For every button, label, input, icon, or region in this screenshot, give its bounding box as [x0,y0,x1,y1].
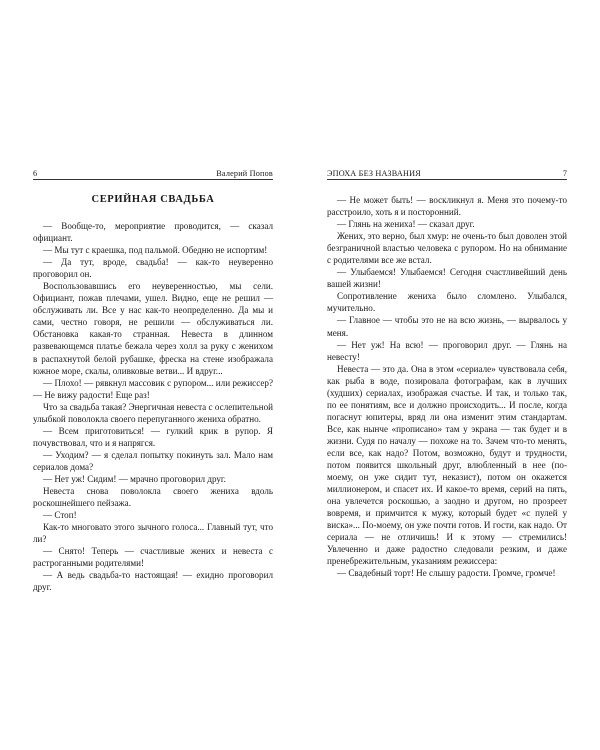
right-body-text [327,194,567,580]
paragraph: — Да тут, вроде, свадьба! — как-то неуверенно проговорил он. [33,257,273,280]
paragraph: — Нет уж! Сидим! — мрачно проговорил друг. [43,473,226,484]
left-page-number: 6 [33,169,38,178]
paragraph: — Плохо! — рявкнул массовик с рупором... или режиссер? — Не вижу радости! Еще раз! [33,377,273,400]
paragraph: — Глянь на жениха! — сказал друг. [337,219,475,230]
paragraph: — Стоп! [43,510,77,521]
paragraph: Сопротивление жениха было сломлено. Улыбался, мучительно. [327,291,567,314]
paragraph: Что за свадьба такая? Энергичная невеста с ослепительной улыбкой поволокла своего перепуганного жениха обратно. [33,401,273,424]
paragraph: — Снято! Теперь — счастливые жених и невеста с растроганными родителями! [33,546,273,569]
paragraph: Жених, это верно, был хмур: не очень-то был доволен этой безграничной властью человека с рупором. Но на обнимание с родителями все же встал. [327,231,567,266]
paragraph: Как-то многовато этого зычного голоса... Главный тут, что ли? [33,522,273,545]
paragraph: — А ведь свадьба-то настоящая! — ехидно проговорил друг. [33,570,273,593]
paragraph: Воспользовавшись его неуверенностью, мы сели. Официант, пожав плечами, ушел. Видно, еще не решил — обслуживать ли. Все у нас как-то неопределенно. Да мы и сами, честно говоря, не решили — обслуживаться ли. Обстановка какая-то странная. Невеста в длинном развевающемся платье бежала через холл за руку с женихом в распахнутой белой рубашке, фреска на стене изображала южное море, скалы, оливковые ветви... И вдруг... [33,281,273,376]
paragraph: — Мы тут с краешка, под пальмой. Обедню не испортим! [43,245,268,256]
right-running-head [327,168,567,180]
paragraph: — Улыбаемся! Улыбаемся! Сегодня счастливейший день вашей жизни! [327,267,567,290]
paragraph: — Вообще-то, мероприятие проводится, — сказал официант. [33,221,273,244]
left-body-text [33,220,273,593]
left-page [33,168,273,593]
paragraph: — Свадебный торт! Не слышу радости. Громче, громче! [337,568,556,579]
paragraph: — Не может быть! — воскликнул я. Меня это почему-то расстроило, хоть я и посторонний. [327,195,567,218]
chapter-title: СЕРИЙНАЯ СВАДЬБА [91,194,215,205]
left-running-title: Валерий Попов [216,169,273,178]
left-running-head [33,168,273,180]
paragraph: — Нет уж! На всю! — проговорил друг. — Глянь на невесту! [327,339,567,362]
right-page-number: 7 [562,169,567,178]
right-running-title: ЭПОХА БЕЗ НАЗВАНИЯ [327,169,421,178]
paragraph: Невеста — это да. Она в этом «сериале» чувствовала себя, как рыба в воде, позировала фотографам, как в лучших (худших) сериалах, изображая счастье. И так, и только так, по ее понятиям, все и должно происходить... И после, когда погаснут юпитеры, вряд ли она изменит этим стандартам. Все, как нынче «прописано» там у экрана — так будет и в жизни. Судя по началу — похоже на то. Зачем что-то менять, если все, как надо? Потом, возможно, будут и трудности, потом появится школьный друг, влюбленный в нее (по-моему, он уже сидит тут, неказист), потом он окажется миллионером, и спасет их. И какое-то время, серий на пять, она увлечется роскошью, а заодно и другом, но прозреет вовремя, и примчится к мужу, который будет «с пулей у виска»... По-моему, он уже почти готов. И гости, как надо. От сериала — не отличишь! И к этому — стремились! Увлеченно и даже радостно следовали резким, и даже пренебрежительным, указаниям режиссера: [327,363,567,567]
paragraph: Невеста снова поволокла своего жениха вдоль роскошнейшего пейзажа. [33,486,273,509]
paragraph: — Главное — чтобы это не на всю жизнь, — вырвалось у меня. [327,315,567,338]
paragraph: — Всем приготовиться! — гулкий крик в рупор. Я почувствовал, что и я напрягся. [33,425,273,448]
paragraph: — Уходим? — я сделал попытку покинуть зал. Мало нам сериалов дома? [33,449,273,472]
right-page [327,168,567,580]
